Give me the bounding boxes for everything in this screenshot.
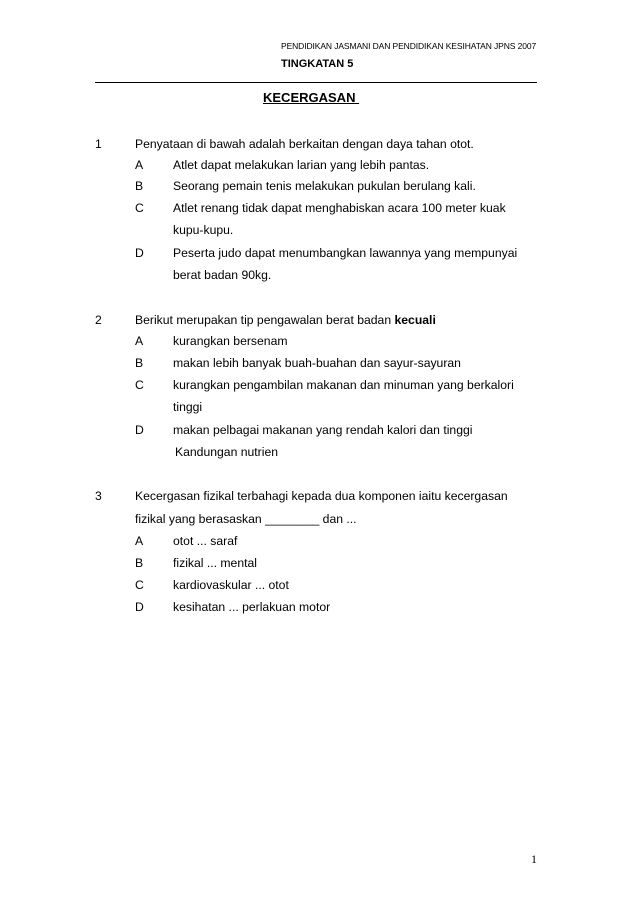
option-letter: A bbox=[135, 158, 144, 172]
question-stem-continued: fizikal yang berasaskan ________ dan ... bbox=[135, 512, 357, 526]
option-text: makan lebih banyak buah-buahan dan sayur-sayuran bbox=[173, 356, 461, 370]
option-letter: D bbox=[135, 246, 144, 260]
option-text-continued: tinggi bbox=[173, 400, 203, 414]
option-text: Seorang pemain tenis melakukan pukulan berulang kali. bbox=[173, 179, 476, 193]
option-text-continued: Kandungan nutrien bbox=[175, 445, 279, 459]
question-number: 1 bbox=[95, 137, 102, 151]
stem-text: Berikut merupakan tip pengawalan berat badan bbox=[135, 313, 395, 327]
page-title: KECERGASAN bbox=[263, 90, 360, 105]
option-letter: C bbox=[135, 201, 144, 215]
option-letter: C bbox=[135, 578, 144, 592]
option-letter: C bbox=[135, 378, 144, 392]
question-number: 3 bbox=[95, 489, 102, 503]
question-number: 2 bbox=[95, 313, 102, 327]
option-text: otot ... saraf bbox=[173, 534, 238, 548]
option-text: kurangkan bersenam bbox=[173, 334, 288, 348]
option-text: Atlet renang tidak dapat menghabiskan acara 100 meter kuak bbox=[173, 201, 506, 215]
option-text: Peserta judo dapat menumbangkan lawannya yang mempunyai bbox=[173, 246, 518, 260]
header-subject: PENDIDIKAN JASMANI DAN PENDIDIKAN KESIHATAN JPNS 2007 bbox=[281, 41, 537, 51]
option-letter: B bbox=[135, 556, 144, 570]
question-stem: Kecergasan fizikal terbahagi kepada dua komponen iaitu kecergasan bbox=[135, 489, 508, 503]
option-letter: B bbox=[135, 356, 144, 370]
option-letter: B bbox=[135, 179, 144, 193]
option-text: makan pelbagai makanan yang rendah kalori dan tinggi bbox=[173, 423, 473, 437]
stem-emphasis: kecuali bbox=[394, 313, 436, 327]
question-stem bbox=[135, 313, 436, 327]
option-text-continued: berat badan 90kg. bbox=[173, 268, 272, 282]
option-letter: A bbox=[135, 334, 144, 348]
question-stem: Penyataan di bawah adalah berkaitan dengan daya tahan otot. bbox=[135, 137, 474, 151]
option-letter: A bbox=[135, 534, 144, 548]
page-number: 1 bbox=[531, 852, 537, 866]
header-divider bbox=[95, 82, 537, 83]
header-form: TINGKATAN 5 bbox=[281, 58, 354, 70]
option-text: kesihatan ... perlakuan motor bbox=[173, 600, 331, 614]
option-text: kardiovaskular ... otot bbox=[173, 578, 289, 592]
option-text: Atlet dapat melakukan larian yang lebih pantas. bbox=[173, 158, 430, 172]
option-letter: D bbox=[135, 600, 144, 614]
option-letter: D bbox=[135, 423, 144, 437]
option-text: kurangkan pengambilan makanan dan minuman yang berkalori bbox=[173, 378, 514, 392]
option-text: fizikal ... mental bbox=[173, 556, 257, 570]
option-text-continued: kupu-kupu. bbox=[173, 223, 234, 237]
